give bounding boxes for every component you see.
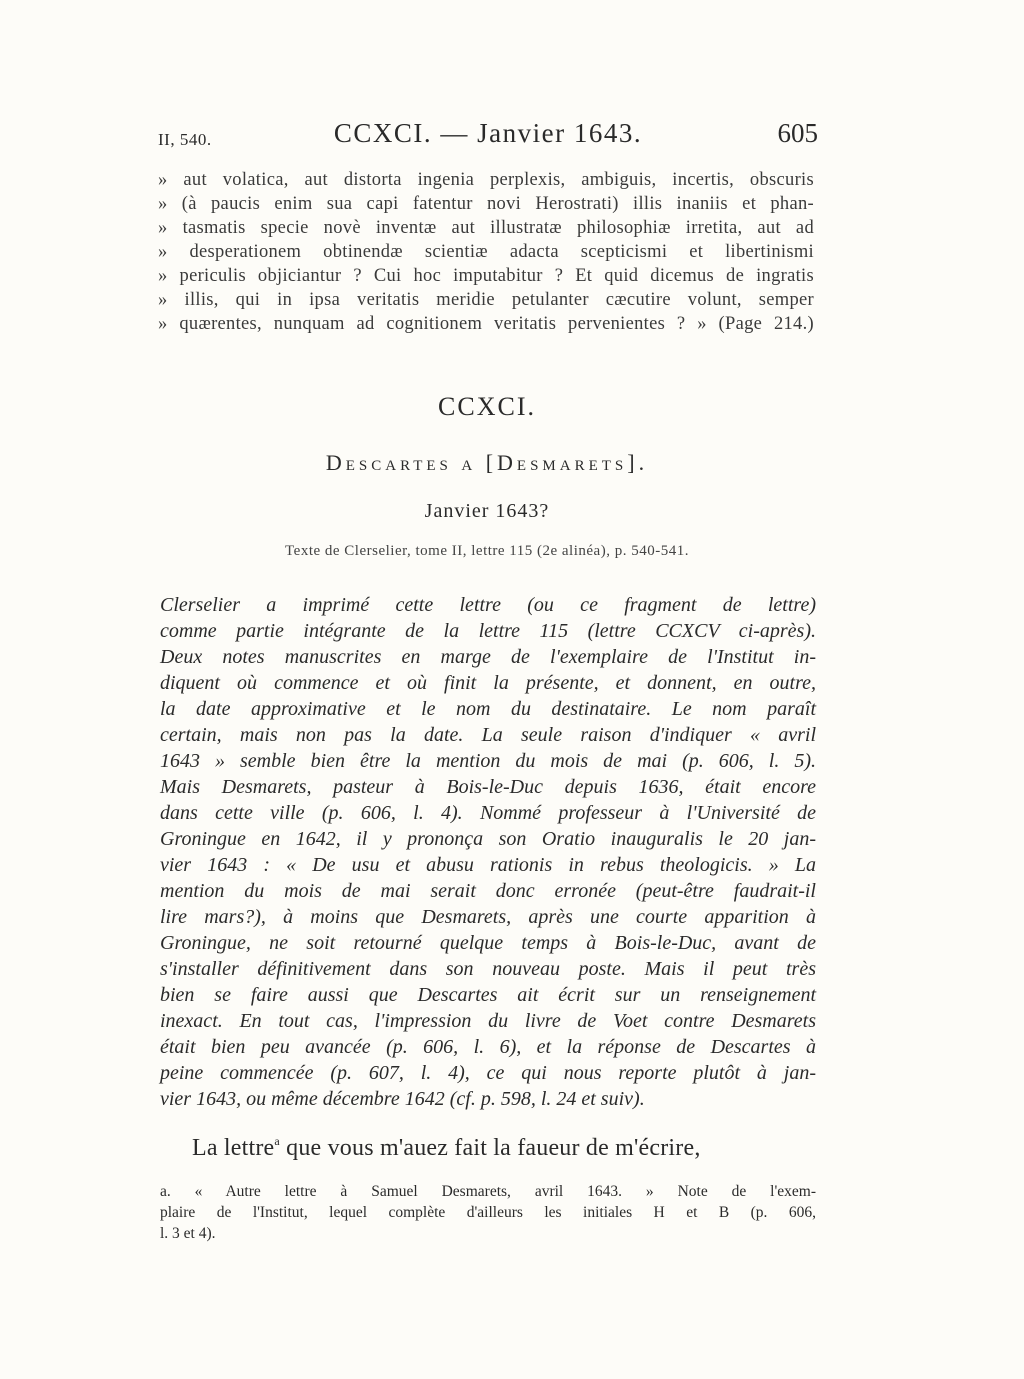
note-line: inexact. En tout cas, l'impression du livre de Voet contre Desmarets — [160, 1010, 816, 1032]
note-line: bien se faire aussi que Descartes ait écrit sur un renseignement — [160, 984, 816, 1006]
note-line: Mais Desmarets, pasteur à Bois-le-Duc depuis 1636, était encore — [160, 776, 816, 798]
footnote-marker: a — [274, 1134, 280, 1148]
note-line: la date approximative et le nom du destinataire. Le nom paraît — [160, 698, 816, 720]
header-title: CCXCI. — Janvier 1643. — [333, 118, 643, 148]
footnote-line: l. 3 et 4). — [160, 1225, 216, 1242]
note-line: Deux notes manuscrites en marge de l'exemplaire de l'Institut in- — [160, 646, 816, 668]
letter-opening — [192, 1134, 816, 1162]
note-line: était bien peu avancée (p. 606, l. 6), et la réponse de Descartes à — [160, 1036, 816, 1058]
running-header — [158, 118, 818, 158]
footnote-line: plaire de l'Institut, lequel complète d'ailleurs les initiales H et B (p. 606, — [160, 1204, 816, 1221]
note-line: Groningue en 1642, il y prononça son Oratio inauguralis le 20 jan- — [160, 828, 816, 850]
letter-date: Janvier 1643? — [424, 500, 550, 522]
note-line: s'installer définitivement dans son nouveau poste. Mais il peut très — [160, 958, 816, 980]
letter-number: CCXCI. — [438, 392, 536, 421]
quote-line: » (à paucis enim sua capi fatentur novi Herostrati) illis inaniis et phan- — [158, 194, 814, 214]
note-line: mention du mois de mai serait donc erronée (peut-être faudrait-il — [160, 880, 816, 902]
quote-line: » illis, qui in ipsa veritatis meridie petulanter cæcutire volunt, semper — [158, 290, 814, 310]
latin-quotation — [158, 168, 814, 336]
footnote — [160, 1181, 816, 1244]
note-line: comme partie intégrante de la lettre 115 (lettre CCXCV ci-après). — [160, 620, 816, 642]
note-line: lire mars?), à moins que Desmarets, après une courte apparition à — [160, 906, 816, 928]
note-line: Clerselier a imprimé cette lettre (ou ce fragment de lettre) — [160, 594, 816, 616]
text-source: Texte de Clerselier, tome II, lettre 115 (2e alinéa), p. 540-541. — [285, 543, 689, 559]
letter-address: Descartes a [Desmarets]. — [325, 450, 649, 475]
quote-line: » tasmatis specie novè inventæ aut illustratæ philosophiæ irretita, aut ad — [158, 218, 814, 238]
note-line: vier 1643, ou même décembre 1642 (cf. p. 598, l. 24 et suiv). — [160, 1088, 645, 1110]
note-line: diquent où commence et où finit la présente, et donnent, en outre, — [160, 672, 816, 694]
letter-text-start: La lettre — [192, 1135, 275, 1161]
note-line: 1643 » semble bien être la mention du mois de mai (p. 606, l. 5). — [160, 750, 816, 772]
quote-line: » periculis objiciantur ? Cui hoc imputabitur ? Et quid dicemus de ingratis — [158, 266, 814, 286]
quote-line: » desperationem obtinendæ scientiæ adacta scepticismi et libertinismi — [158, 242, 814, 262]
note-line: certain, mais non pas la date. La seule raison d'indiquer « avril — [160, 724, 816, 746]
header-reference: II, 540. — [158, 130, 212, 149]
quote-line: » quærentes, nunquam ad cognitionem veritatis pervenientes ? » (Page 214.) — [158, 314, 814, 334]
note-line: dans cette ville (p. 606, l. 4). Nommé professeur à l'Université de — [160, 802, 816, 824]
footnote-line: a. « Autre lettre à Samuel Desmarets, avril 1643. » Note de l'exem- — [160, 1183, 816, 1200]
letter-text-rest: que vous m'auez fait la faueur de m'écrire, — [279, 1135, 701, 1161]
note-line: peine commencée (p. 607, l. 4), ce qui nous reporte plutôt à jan- — [160, 1062, 816, 1084]
quote-line: » aut volatica, aut distorta ingenia perplexis, ambiguis, incertis, obscuris — [158, 170, 814, 190]
note-line: Groningue, ne soit retourné quelque temps à Bois-le-Duc, avant de — [160, 932, 816, 954]
editorial-note — [160, 592, 816, 1112]
note-line: vier 1643 : « De usu et abusu rationis in rebus theologicis. » La — [160, 854, 816, 876]
page-number: 605 — [777, 118, 818, 148]
